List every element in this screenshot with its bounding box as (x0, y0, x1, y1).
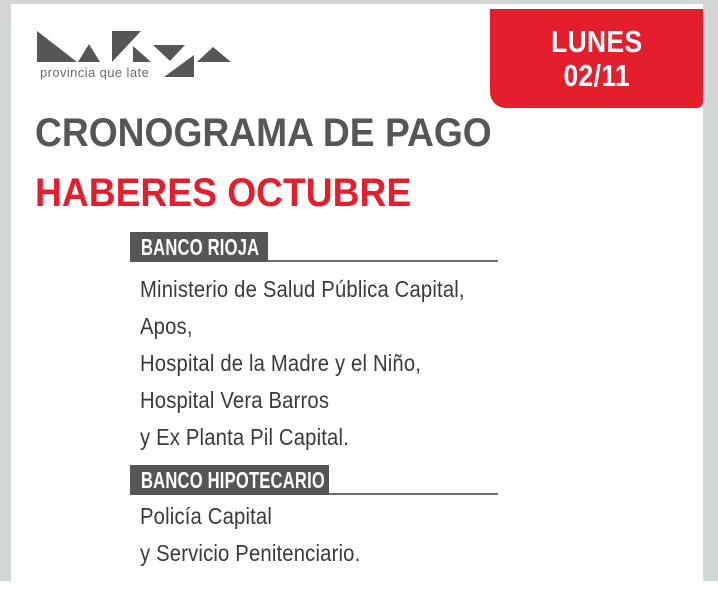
list-item: Hospital Vera Barros (140, 387, 330, 413)
bank-name-box (130, 465, 329, 495)
date-badge (490, 9, 703, 108)
header-rule (268, 232, 498, 262)
badge-day: LUNES (550, 23, 643, 59)
bank-name-label: BANCO HIPOTECARIO (141, 466, 326, 493)
logo-tagline: provincia que late (40, 65, 150, 80)
list-item: Hospital de la Madre y el Niño, (140, 350, 422, 376)
header-rule (329, 465, 498, 495)
list-item: Apos, (140, 313, 193, 339)
page-title-line1: CRONOGRAMA DE PAGO (35, 111, 492, 155)
page-title-line2: HABERES OCTUBRE (35, 171, 412, 215)
list-item: Ministerio de Salud Pública Capital, (140, 276, 465, 302)
banco-rioja-list (140, 271, 509, 456)
frame-right-strip (703, 0, 718, 581)
frame-top-strip (0, 0, 718, 4)
section-header-banco-hipotecario (130, 465, 498, 495)
frame-left-strip (0, 0, 11, 581)
list-item: Policía Capital (140, 503, 273, 529)
bank-name-box (130, 232, 268, 262)
section-header-banco-rioja (130, 232, 498, 262)
banco-hipotecario-list (140, 498, 390, 572)
badge-date: 02/11 (563, 57, 630, 93)
bank-name-label: BANCO RIOJA (141, 233, 260, 260)
list-item: y Ex Planta Pil Capital. (140, 424, 349, 450)
list-item: y Servicio Penitenciario. (140, 540, 361, 566)
date-badge-text (551, 25, 642, 93)
